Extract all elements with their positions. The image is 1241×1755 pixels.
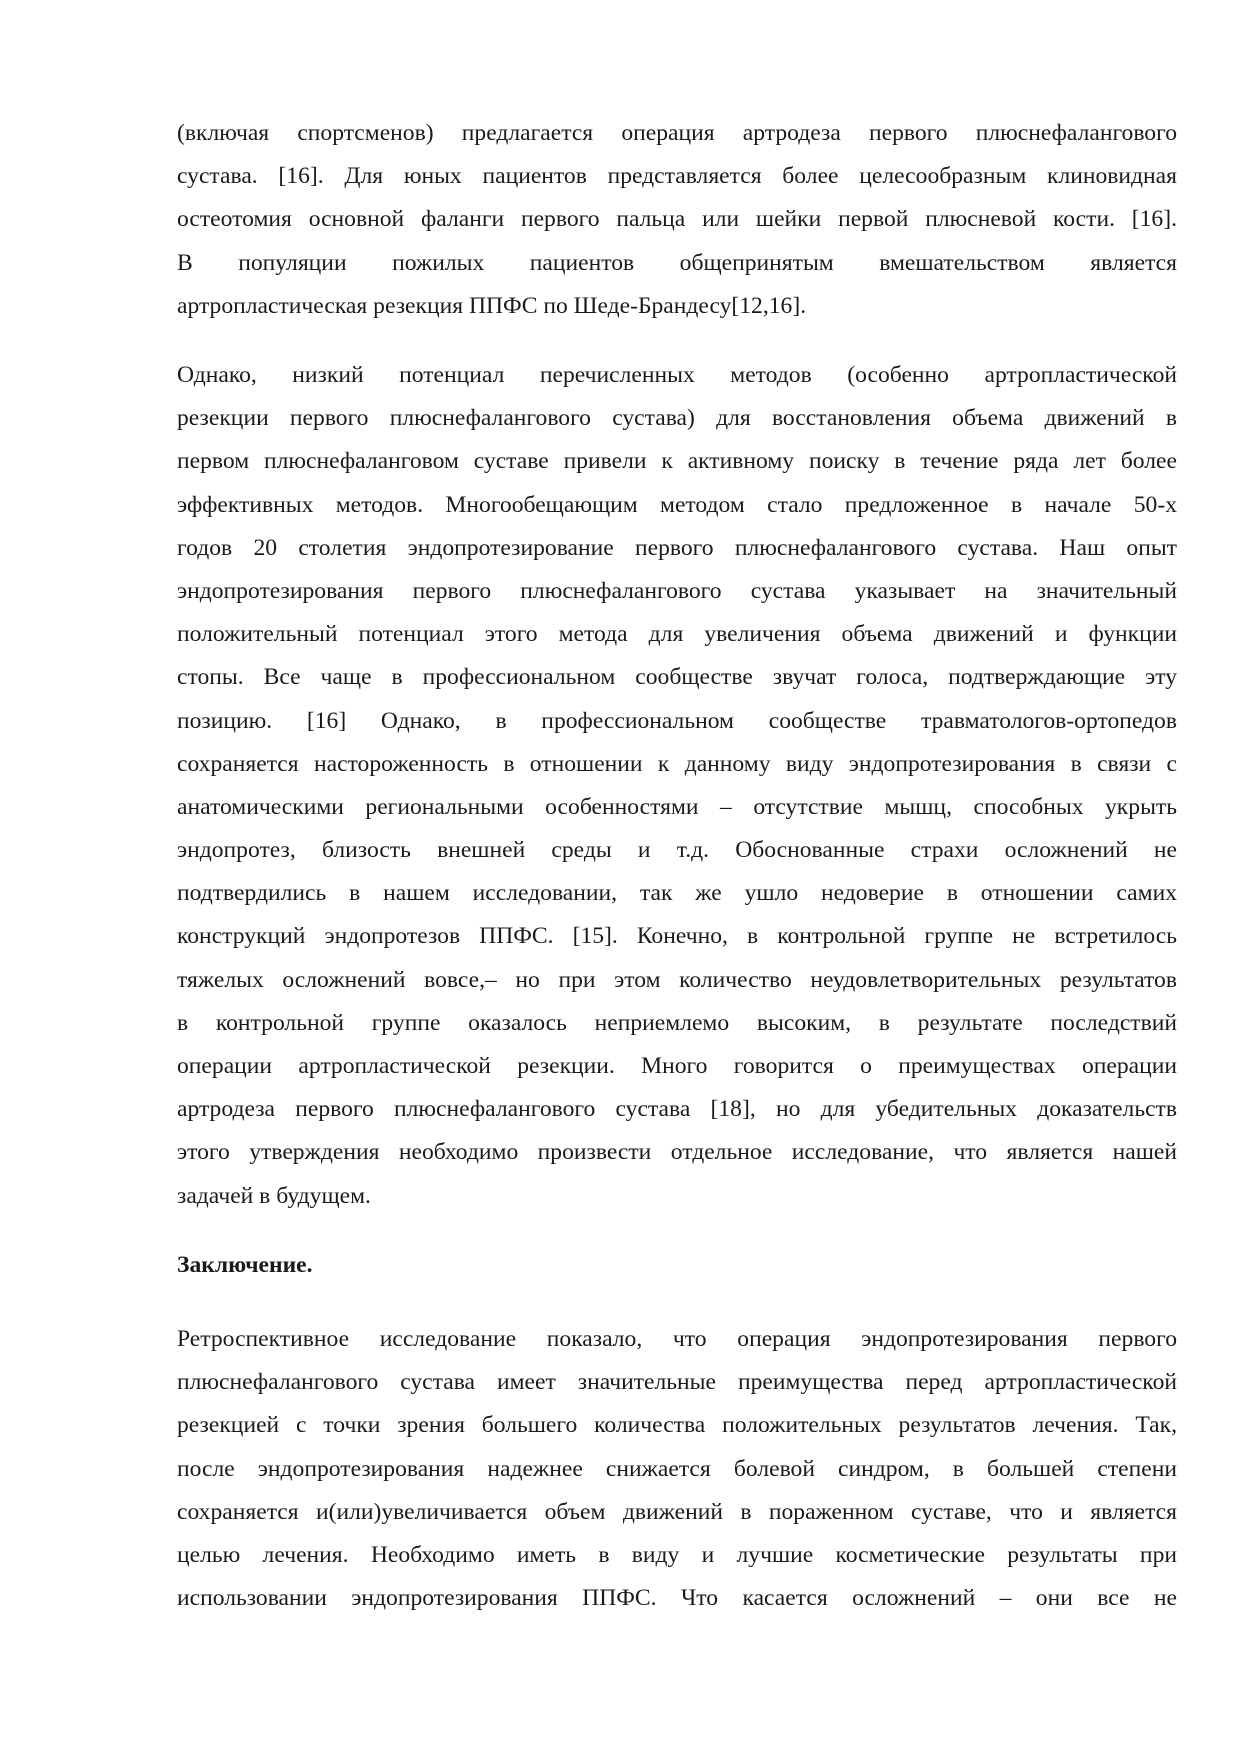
- text-line: после эндопротезирования надежнее снижается болевой синдром, в большей степени: [177, 1455, 1177, 1482]
- text-line: позицию. [16] Однако, в профессиональном сообществе травматологов-ортопедов: [177, 707, 1177, 734]
- text-line: использовании эндопротезирования ППФС. Что касается осложнений – они все не: [177, 1585, 1177, 1612]
- text-line: Ретроспективное исследование показало, что операция эндопротезирования первого: [177, 1326, 1177, 1352]
- text-line: В популяции пожилых пациентов общепринятым вмешательством является: [177, 249, 1177, 276]
- paragraph-1: [177, 112, 1177, 328]
- paragraph-2: [177, 354, 1177, 1218]
- text-line: положительный потенциал этого метода для увеличения объема движений и функции: [177, 621, 1177, 648]
- text-line: задачей в будущем.: [177, 1182, 371, 1209]
- text-line: эффективных методов. Многообещающим методом стало предложенное в начале 50-х: [177, 491, 1177, 518]
- text-line: эндопротезирования первого плюснефалангового сустава указывает на значительный: [177, 577, 1177, 604]
- text-line: анатомическими региональными особенностями – отсутствие мышц, способных укрыть: [177, 793, 1177, 820]
- text-line: сохраняется и(или)увеличивается объем движений в пораженном суставе, что и является: [177, 1498, 1177, 1525]
- text-line: конструкций эндопротезов ППФС. [15]. Конечно, в контрольной группе не встретилось: [177, 923, 1177, 950]
- section-heading: Заключение.: [177, 1252, 313, 1278]
- paragraph-3: [177, 1318, 1177, 1620]
- text-line: первом плюснефаланговом суставе привели к активному поиску в течение ряда лет более: [177, 448, 1177, 475]
- text-line: сустава. [16]. Для юных пациентов представляется более целесообразным клиновидная: [177, 163, 1177, 190]
- text-line: Однако, низкий потенциал перечисленных методов (особенно артропластической: [177, 362, 1177, 388]
- text-line: этого утверждения необходимо произвести отдельное исследование, что является нашей: [177, 1139, 1177, 1166]
- text-line: резекцией с точки зрения большего количества положительных результатов лечения. Так,: [177, 1412, 1177, 1439]
- text-line: операции артропластической резекции. Много говорится о преимуществах операции: [177, 1053, 1177, 1079]
- text-line: в контрольной группе оказалось неприемлемо высоким, в результате последствий: [177, 1009, 1177, 1036]
- text-line: эндопротез, близость внешней среды и т.д. Обоснованные страхи осложнений не: [177, 837, 1177, 864]
- text-line: стопы. Все чаще в профессиональном сообществе звучат голоса, подтверждающие эту: [177, 664, 1177, 691]
- text-line: остеотомия основной фаланги первого пальца или шейки первой плюсневой кости. [16].: [177, 206, 1177, 233]
- text-line: целью лечения. Необходимо иметь в виду и лучшие косметические результаты при: [177, 1541, 1177, 1568]
- text-line: (включая спортсменов) предлагается операция артродеза первого плюснефалангового: [177, 120, 1177, 146]
- text-line: тяжелых осложнений вовсе,– но при этом количество неудовлетворительных результатов: [177, 966, 1177, 993]
- text-line: сохраняется настороженность в отношении к данному виду эндопротезирования в связи с: [177, 750, 1177, 777]
- text-line: годов 20 столетия эндопротезирование первого плюснефалангового сустава. Наш опыт: [177, 534, 1177, 561]
- text-line: артропластическая резекция ППФС по Шеде-Брандесу[12,16].: [177, 292, 807, 319]
- text-line: плюснефалангового сустава имеет значительные преимущества перед артропластической: [177, 1369, 1177, 1396]
- text-line: резекции первого плюснефалангового сустава) для восстановления объема движений в: [177, 405, 1177, 432]
- text-line: подтвердились в нашем исследовании, так же ушло недоверие в отношении самих: [177, 880, 1177, 907]
- text-line: артродеза первого плюснефалангового сустава [18], но для убедительных доказательств: [177, 1096, 1177, 1123]
